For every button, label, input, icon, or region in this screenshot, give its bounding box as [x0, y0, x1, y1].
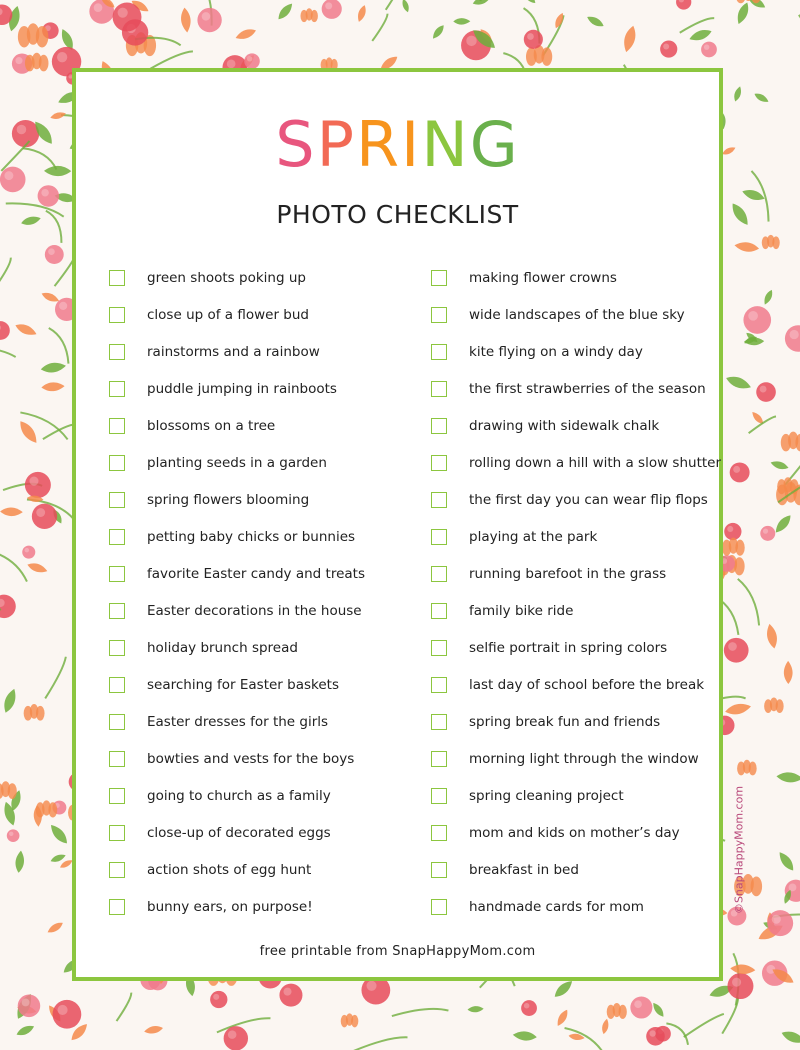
- berry-icon: [224, 1026, 248, 1050]
- checkbox[interactable]: [431, 825, 447, 841]
- stem-icon: [49, 328, 69, 364]
- title-letter: I: [401, 108, 422, 181]
- checklist-item[interactable]: [431, 897, 644, 917]
- checkbox[interactable]: [109, 862, 125, 878]
- berry-highlight-icon: [733, 466, 740, 473]
- leaf-icon: [453, 18, 470, 25]
- footer-credit: free printable from SnapHappyMom.com: [259, 944, 536, 959]
- checklist-item-label: puddle jumping in rainboots: [147, 381, 337, 397]
- stem-icon: [45, 657, 66, 699]
- berry-icon: [724, 638, 749, 663]
- checklist-item[interactable]: [431, 786, 624, 806]
- berry-highlight-icon: [367, 981, 377, 991]
- berry-icon: [743, 306, 771, 334]
- berry-highlight-icon: [247, 56, 252, 61]
- leaf-icon: [734, 241, 760, 254]
- berry-highlight-icon: [748, 311, 758, 321]
- tulip-flower-icon: [18, 23, 48, 47]
- checklist-item[interactable]: [109, 823, 331, 843]
- berry-icon: [18, 995, 41, 1018]
- leaf-icon: [41, 382, 65, 392]
- checklist-item[interactable]: [431, 749, 699, 769]
- berry-icon: [630, 996, 652, 1018]
- berry-icon: [0, 321, 10, 340]
- tulip-flower-icon: [607, 1003, 627, 1019]
- copyright-notice: [729, 785, 749, 915]
- berry-highlight-icon: [59, 302, 67, 310]
- leaf-icon: [732, 85, 743, 102]
- tulip-flower-icon: [25, 53, 49, 72]
- leaf-icon: [784, 661, 793, 684]
- checklist-item-label: planting seeds in a garden: [147, 455, 327, 471]
- leaf-icon: [180, 7, 192, 33]
- leaf-icon: [729, 201, 752, 228]
- checklist-item[interactable]: [109, 268, 306, 288]
- checkbox[interactable]: [431, 677, 447, 693]
- checkbox[interactable]: [109, 455, 125, 471]
- checkbox[interactable]: [431, 381, 447, 397]
- berry-icon: [197, 8, 221, 32]
- leaf-icon: [20, 215, 41, 227]
- checklist-item[interactable]: [109, 527, 355, 547]
- leaf-icon: [585, 14, 605, 29]
- checklist-item[interactable]: [109, 416, 275, 436]
- checklist-item[interactable]: [431, 268, 617, 288]
- checklist-item-label: holiday brunch spread: [147, 640, 298, 656]
- checkbox[interactable]: [109, 529, 125, 545]
- leaf-icon: [601, 1018, 610, 1035]
- tulip-flower-icon: [764, 698, 784, 713]
- checklist-item[interactable]: [109, 897, 313, 917]
- leaf-icon: [735, 1, 752, 26]
- checklist-item[interactable]: [109, 712, 328, 732]
- berry-icon: [767, 910, 793, 936]
- berry-icon: [22, 546, 35, 559]
- checkbox[interactable]: [109, 418, 125, 434]
- leaf-icon: [773, 513, 794, 536]
- berry-icon: [724, 523, 741, 540]
- berry-highlight-icon: [649, 1030, 655, 1036]
- checklist-item[interactable]: [431, 453, 721, 473]
- leaf-icon: [762, 289, 775, 306]
- leaf-icon: [26, 561, 48, 575]
- checklist-item[interactable]: [109, 749, 354, 769]
- checklist-item-label: bunny ears, on purpose!: [147, 899, 313, 915]
- checklist-item-label: action shots of egg hunt: [147, 862, 312, 878]
- checkbox[interactable]: [431, 270, 447, 286]
- checklist-item[interactable]: [431, 379, 706, 399]
- berry-highlight-icon: [760, 386, 767, 393]
- berry-highlight-icon: [17, 125, 27, 135]
- berry-highlight-icon: [704, 44, 710, 50]
- leaf-icon: [401, 0, 411, 13]
- checkbox[interactable]: [431, 862, 447, 878]
- berry-icon: [12, 120, 39, 147]
- checklist-item[interactable]: [109, 601, 362, 621]
- checkbox[interactable]: [431, 603, 447, 619]
- leaf-icon: [621, 24, 638, 53]
- berry-highlight-icon: [202, 12, 211, 21]
- berry-icon: [32, 504, 57, 529]
- berry-highlight-icon: [41, 189, 49, 197]
- leaf-icon: [765, 623, 779, 649]
- checklist-item-label: spring flowers blooming: [147, 492, 310, 508]
- leaf-icon: [730, 964, 756, 975]
- checklist-item-label: selfie portrait in spring colors: [469, 640, 668, 656]
- tulip-flower-icon: [0, 781, 17, 799]
- checklist-item[interactable]: [431, 712, 660, 732]
- checklist-item[interactable]: [109, 490, 309, 510]
- berry-highlight-icon: [227, 59, 236, 68]
- checklist-item-label: spring cleaning project: [469, 788, 624, 804]
- checklist-item-label: going to church as a family: [147, 788, 331, 804]
- leaf-icon: [776, 771, 800, 783]
- checklist-item[interactable]: [431, 675, 704, 695]
- checklist-item-label: petting baby chicks or bunnies: [147, 529, 356, 545]
- leaf-icon: [721, 145, 737, 156]
- checklist-item-label: close up of a flower bud: [147, 307, 309, 323]
- stem-icon: [0, 348, 16, 357]
- title-letter: G: [469, 108, 520, 181]
- checkbox[interactable]: [109, 381, 125, 397]
- berry-icon: [756, 382, 776, 402]
- leaf-icon: [770, 459, 790, 471]
- berry-icon: [701, 42, 717, 58]
- berry-icon: [53, 1000, 82, 1029]
- stem-icon: [6, 203, 64, 216]
- checklist-item[interactable]: [431, 342, 643, 362]
- stem-icon: [565, 1028, 605, 1050]
- berry-icon: [279, 984, 302, 1007]
- checklist-item[interactable]: [431, 527, 597, 547]
- checklist-item-label: family bike ride: [469, 603, 574, 619]
- berry-highlight-icon: [4, 171, 13, 180]
- leaf-icon: [651, 1001, 666, 1019]
- berry-highlight-icon: [763, 528, 768, 533]
- checklist-item-label: green shoots poking up: [147, 270, 306, 286]
- checklist-item-label: searching for Easter baskets: [147, 677, 339, 693]
- stem-icon: [352, 1037, 408, 1050]
- leaf-icon: [555, 1008, 570, 1028]
- checklist-item[interactable]: [109, 305, 309, 325]
- title-letter: S: [275, 108, 317, 181]
- checkbox[interactable]: [431, 492, 447, 508]
- berry-icon: [113, 3, 142, 32]
- leaf-icon: [48, 822, 71, 846]
- checkbox[interactable]: [431, 566, 447, 582]
- checklist-item[interactable]: [109, 786, 331, 806]
- berry-highlight-icon: [29, 476, 38, 485]
- tulip-flower-icon: [737, 760, 757, 776]
- berry-highlight-icon: [527, 33, 534, 40]
- berry-highlight-icon: [9, 832, 13, 836]
- checklist-item-label: close-up of decorated eggs: [147, 825, 331, 841]
- checklist-item[interactable]: [109, 564, 365, 584]
- checkbox[interactable]: [109, 566, 125, 582]
- checklist-item-label: playing at the park: [469, 529, 598, 545]
- checkbox[interactable]: [109, 825, 125, 841]
- checkbox[interactable]: [109, 492, 125, 508]
- checklist-item[interactable]: [431, 564, 666, 584]
- checklist-item-label: spring break fun and friends: [469, 714, 661, 730]
- berry-icon: [521, 1000, 537, 1016]
- checklist-item-label: rainstorms and a rainbow: [147, 344, 320, 360]
- berry-icon: [646, 1027, 665, 1046]
- berry-highlight-icon: [36, 508, 45, 517]
- berry-highlight-icon: [228, 1030, 237, 1039]
- checklist-item[interactable]: [431, 305, 685, 325]
- stem-icon: [392, 1009, 449, 1016]
- berry-highlight-icon: [634, 1000, 642, 1008]
- berry-highlight-icon: [283, 988, 291, 996]
- tulip-flower-icon: [722, 538, 745, 556]
- checklist-item[interactable]: [109, 342, 320, 362]
- checklist-item[interactable]: [109, 860, 311, 880]
- checklist-item[interactable]: [431, 416, 659, 436]
- berry-highlight-icon: [118, 8, 128, 18]
- leaf-icon: [780, 1028, 800, 1046]
- berry-icon: [322, 0, 342, 19]
- checkbox[interactable]: [109, 270, 125, 286]
- checklist-item-label: kite flying on a windy day: [469, 344, 643, 360]
- leaf-icon: [40, 290, 60, 304]
- page-subtitle: PHOTO CHECKLIST: [276, 200, 519, 229]
- stem-icon: [0, 258, 11, 286]
- berry-icon: [38, 185, 59, 206]
- checkbox[interactable]: [431, 455, 447, 471]
- berry-icon: [676, 0, 691, 10]
- leaf-icon: [753, 91, 770, 104]
- stem-icon: [23, 148, 57, 169]
- leaf-icon: [1, 687, 19, 714]
- leaf-icon: [15, 1023, 36, 1038]
- checkbox[interactable]: [109, 307, 125, 323]
- tulip-flower-icon: [735, 0, 761, 3]
- checklist-item[interactable]: [431, 490, 708, 510]
- tulip-flower-icon: [24, 704, 45, 721]
- leaf-icon: [16, 418, 40, 446]
- leaf-icon: [472, 0, 492, 7]
- checkbox[interactable]: [431, 640, 447, 656]
- berry-highlight-icon: [663, 43, 669, 49]
- stem-icon: [46, 211, 62, 243]
- berry-icon: [25, 472, 51, 498]
- leaf-icon: [724, 373, 752, 392]
- copyright-text: ©SnapHappyMom.com: [732, 785, 746, 915]
- stem-icon: [150, 51, 193, 68]
- leaf-icon: [776, 850, 796, 873]
- checkbox[interactable]: [431, 751, 447, 767]
- checklist-item-label: mom and kids on mother’s day: [469, 825, 680, 841]
- berry-highlight-icon: [48, 248, 55, 255]
- leaf-icon: [44, 166, 71, 177]
- leaf-icon: [724, 702, 752, 717]
- leaf-icon: [46, 920, 65, 935]
- checklist-item-label: favorite Easter candy and treats: [147, 566, 365, 582]
- berry-highlight-icon: [728, 642, 737, 651]
- checklist-item[interactable]: [431, 860, 579, 880]
- checklist-item[interactable]: [431, 823, 680, 843]
- checkbox[interactable]: [109, 677, 125, 693]
- checklist-item-label: Easter dresses for the girls: [147, 714, 329, 730]
- leaf-icon: [431, 23, 447, 40]
- berry-icon: [727, 973, 753, 999]
- checklist-item-label: drawing with sidewalk chalk: [469, 418, 660, 434]
- berry-icon: [660, 40, 677, 57]
- checkbox[interactable]: [431, 899, 447, 915]
- leaf-icon: [40, 361, 67, 374]
- checkbox[interactable]: [431, 714, 447, 730]
- checklist-item-label: bowties and vests for the boys: [147, 751, 355, 767]
- berry-icon: [524, 30, 543, 49]
- checklist-item-label: the first day you can wear flip flops: [469, 492, 708, 508]
- checklist-item-label: last day of school before the break: [469, 677, 705, 693]
- checkbox[interactable]: [109, 344, 125, 360]
- berry-highlight-icon: [22, 998, 30, 1006]
- page-title: [76, 108, 719, 181]
- checklist-item-label: handmade cards for mom: [469, 899, 644, 915]
- checkbox[interactable]: [109, 714, 125, 730]
- checklist-item[interactable]: [431, 601, 573, 621]
- checklist-item-label: Easter decorations in the house: [147, 603, 362, 619]
- berry-icon: [0, 167, 26, 193]
- checkbox[interactable]: [431, 529, 447, 545]
- checklist-item-label: breakfast in bed: [469, 862, 579, 878]
- checkbox[interactable]: [431, 788, 447, 804]
- title-letter: R: [355, 108, 402, 181]
- title-letter: P: [316, 108, 356, 181]
- berry-icon: [7, 829, 20, 842]
- berry-icon: [760, 526, 775, 541]
- tulip-flower-icon: [300, 8, 317, 22]
- leaf-icon: [467, 1006, 483, 1013]
- checkbox[interactable]: [109, 640, 125, 656]
- checklist-card: [72, 68, 723, 981]
- checkbox[interactable]: [431, 418, 447, 434]
- berry-highlight-icon: [789, 884, 797, 892]
- leaf-icon: [688, 27, 713, 43]
- berry-highlight-icon: [727, 526, 733, 532]
- leaf-icon: [552, 978, 575, 1000]
- stem-icon: [372, 14, 387, 41]
- leaf-icon: [144, 1025, 164, 1036]
- berry-highlight-icon: [25, 548, 30, 553]
- checklist-item[interactable]: [109, 638, 298, 658]
- checkbox[interactable]: [431, 344, 447, 360]
- checkbox[interactable]: [109, 899, 125, 915]
- berry-highlight-icon: [524, 1003, 530, 1009]
- leaf-icon: [234, 27, 257, 42]
- berry-highlight-icon: [94, 3, 103, 12]
- berry-highlight-icon: [57, 52, 67, 62]
- checkbox[interactable]: [109, 751, 125, 767]
- checkbox[interactable]: [109, 788, 125, 804]
- tulip-flower-icon: [341, 1013, 359, 1027]
- berry-highlight-icon: [213, 994, 219, 1000]
- checklist-item-label: wide landscapes of the blue sky: [469, 307, 685, 323]
- title-letter: N: [421, 108, 470, 181]
- berry-highlight-icon: [58, 1005, 68, 1015]
- berry-icon: [244, 53, 260, 69]
- leaf-icon: [276, 1, 295, 22]
- stem-icon: [738, 579, 759, 626]
- berry-highlight-icon: [732, 978, 741, 987]
- tulip-flower-icon: [36, 800, 57, 817]
- berry-icon: [730, 462, 750, 482]
- checklist-item[interactable]: [109, 675, 339, 695]
- checklist-item-label: rolling down a hill with a slow shutter: [469, 455, 722, 471]
- berry-highlight-icon: [466, 36, 476, 46]
- leaf-icon: [522, 0, 537, 5]
- stem-icon: [117, 993, 132, 1021]
- stem-icon: [684, 1014, 724, 1037]
- stem-icon: [680, 18, 714, 33]
- leaf-icon: [356, 4, 368, 23]
- stem-icon: [0, 551, 27, 582]
- berry-highlight-icon: [325, 2, 332, 9]
- checklist-item-label: running barefoot in the grass: [469, 566, 667, 582]
- leaf-icon: [14, 321, 38, 338]
- checkbox[interactable]: [109, 603, 125, 619]
- stem-icon: [1, 141, 29, 171]
- tulip-flower-icon: [777, 477, 798, 494]
- leaf-icon: [0, 507, 23, 516]
- stem-icon: [749, 416, 776, 433]
- berry-highlight-icon: [15, 57, 22, 64]
- tulip-flower-icon: [762, 235, 780, 249]
- checkbox[interactable]: [431, 307, 447, 323]
- leaf-icon: [14, 850, 25, 873]
- berry-highlight-icon: [790, 330, 799, 339]
- checklist-item-label: making flower crowns: [469, 270, 617, 286]
- tulip-flower-icon: [781, 432, 800, 452]
- checklist-item-label: blossoms on a tree: [147, 418, 276, 434]
- checklist-item[interactable]: [109, 453, 327, 473]
- checklist-item-label: morning light through the window: [469, 751, 699, 767]
- checklist-item[interactable]: [431, 638, 667, 658]
- checklist-item-label: the first strawberries of the season: [469, 381, 706, 397]
- berry-icon: [45, 245, 64, 264]
- leaf-icon: [512, 1030, 537, 1041]
- berry-highlight-icon: [772, 915, 781, 924]
- checklist-item[interactable]: [109, 379, 337, 399]
- berry-icon: [210, 991, 227, 1008]
